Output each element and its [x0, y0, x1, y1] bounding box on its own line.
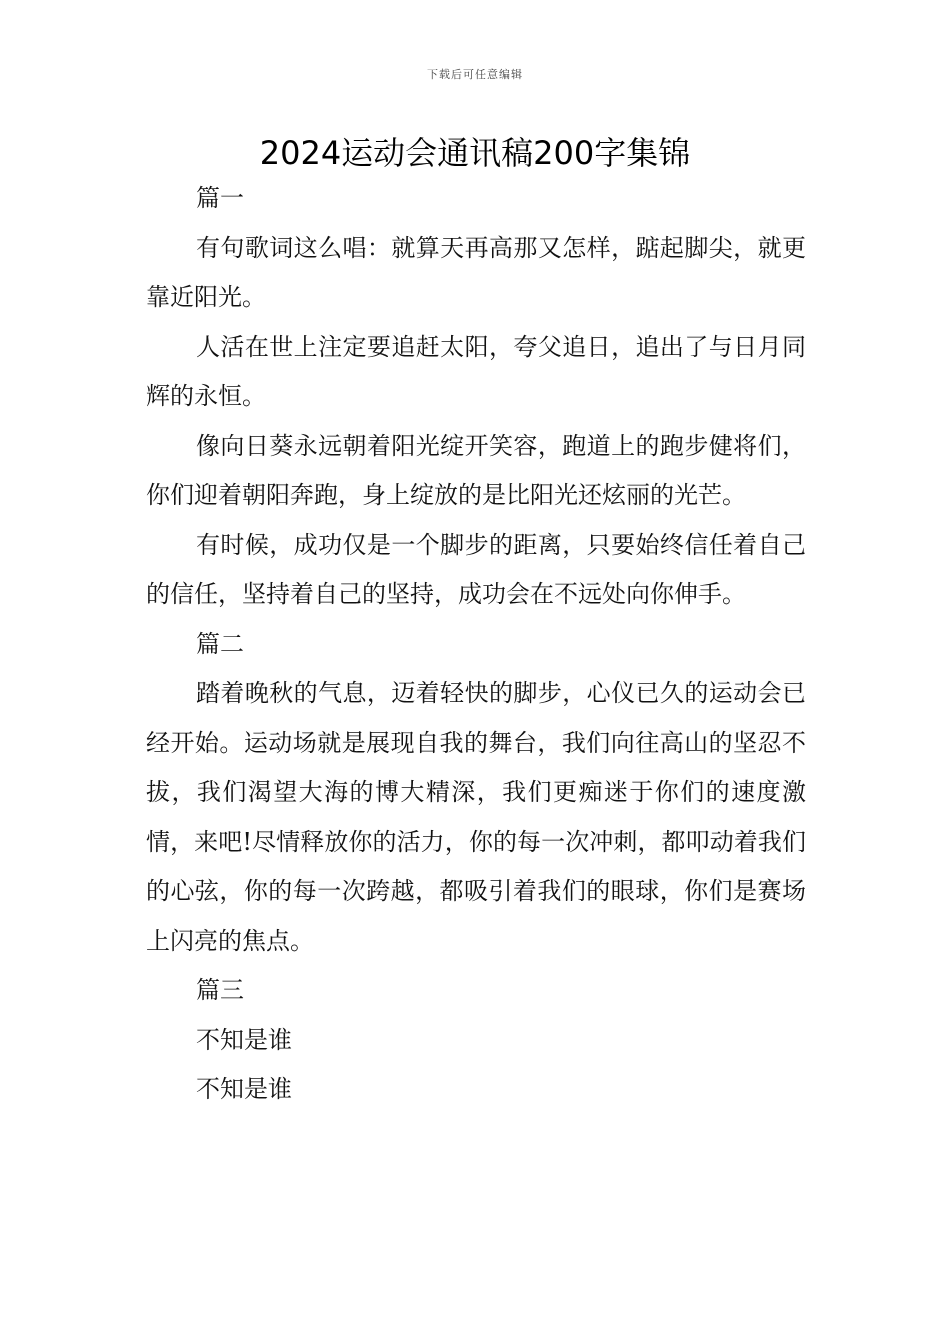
paragraph: 不知是谁	[196, 1075, 292, 1103]
paragraph: 不知是谁	[196, 1025, 292, 1054]
section-heading: 篇二	[196, 629, 244, 658]
section-1	[146, 174, 806, 620]
document-body	[146, 174, 806, 1115]
paragraph: 人活在世上注定要追赶太阳，夸父追日，追出了与日月同辉的永恒。	[146, 332, 806, 410]
section-3	[146, 966, 806, 1115]
paragraph: 踏着晚秋的气息，迈着轻快的脚步，心仪已久的运动会已经开始。运动场就是展现自我的舞台，我们向往高山的坚忍不拔，我们渴望大海的博大精深，我们更痴迷于你们的速度激情，来吧!尽情释放你的活力，你的每一次冲刺，都叩动着我们的心弦，你的每一次跨越，都吸引着我们的眼球，你们是赛场上闪亮的焦点。	[146, 679, 806, 955]
page-header-note: 下载后可任意编辑	[427, 68, 523, 81]
section-heading: 篇一	[196, 184, 244, 212]
section-2	[146, 620, 806, 967]
paragraph: 像向日葵永远朝着阳光绽开笑容，跑道上的跑步健将们，你们迎着朝阳奔跑，身上绽放的是比阳光还炫丽的光芒。	[146, 431, 806, 509]
paragraph: 有时候，成功仅是一个脚步的距离，只要始终信任着自己的信任，坚持着自己的坚持，成功会在不远处向你伸手。	[146, 530, 806, 608]
section-heading: 篇三	[196, 976, 244, 1004]
paragraph: 有句歌词这么唱：就算天再高那又怎样，踮起脚尖，就更靠近阳光。	[146, 233, 806, 311]
document-title: 2024运动会通讯稿200字集锦	[259, 134, 691, 172]
